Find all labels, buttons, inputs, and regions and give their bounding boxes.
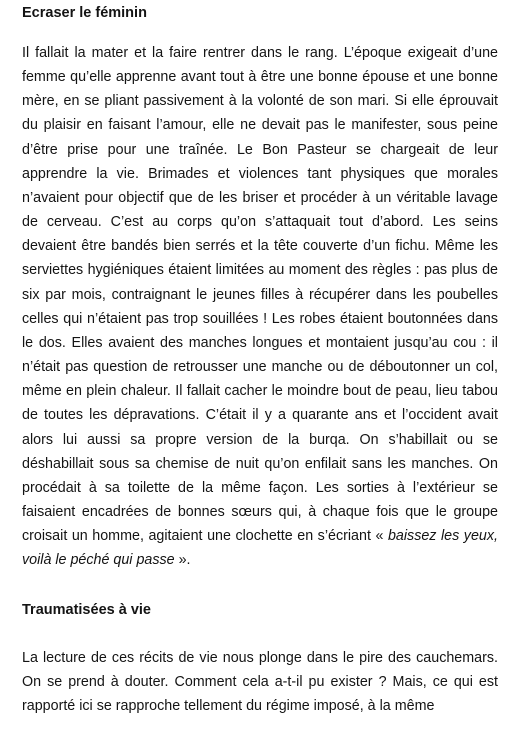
paragraph-text: Il fallait la mater et la faire rentrer dans le rang. L’époque exigeait d’une femme qu’elle apprenne avant tout à être une bonne épouse et une bonne mère, en se pliant passivement à la volonté de son mari. Si elle éprouvait du plaisir en faisant l’amour, elle ne devait pas le manifester, sous peine d’être prise pour une traînée. Le Bon Pasteur se chargeait de leur apprendre la vie. Brimades et violences tant physiques que morales n’avaient pour objectif que de les briser et procéder à un véritable lavage de cerveau. C’est au corps qu’on s’attaquait tout d’abord. Les seins devaient être bandés bien serrés et la tête couverte d’un fichu. Même les serviettes hygiéniques étaient limitées au moment des règles : pas plus de six par mois, contraignant le jeunes filles à récupérer dans les poubelles celles qui n’étaient pas trop souillées ! Les robes étaient boutonnées dans le dos. Elles avaient des manches longues et montaient jusqu’au cou : il n’était pas question de retrousser une manche ou de déboutonner un col, même en plein chaleur. Il fallait cacher le moindre bout de peau, lieu tabou de toutes les dépravations. C’était il y a quarante ans et l’occident avait alors lui aussi sa propre version de la burqa. On s’habillait ou se déshabillait sous sa chemise de nuit qu’on enfilait sans les manches. On procédait à sa toilette de la même façon. Les sorties à l’extérieur se faisaient encadrées de bonnes sœurs qui, à chaque fois que le groupe croisait un homme, agitaient une clochette en s’écriant «	[22, 45, 498, 545]
quote-text: baissez les yeux, voilà le péché qui passe	[22, 528, 498, 569]
section-paragraph-ecraser-le-feminin	[22, 41, 498, 572]
section-heading-ecraser-le-feminin: Ecraser le féminin	[22, 5, 147, 21]
paragraph-text-end: ».	[174, 552, 191, 569]
section-paragraph-traumatisees-a-vie: La lecture de ces récits de vie nous plonge dans le pire des cauchemars. On se prend à douter. Comment cela a-t-il pu exister ? Mais, ce qui est rapporté ici se rapproche tellement du régime imposé, à la même	[22, 650, 498, 715]
section-heading-traumatisees-a-vie: Traumatisées à vie	[22, 602, 151, 618]
